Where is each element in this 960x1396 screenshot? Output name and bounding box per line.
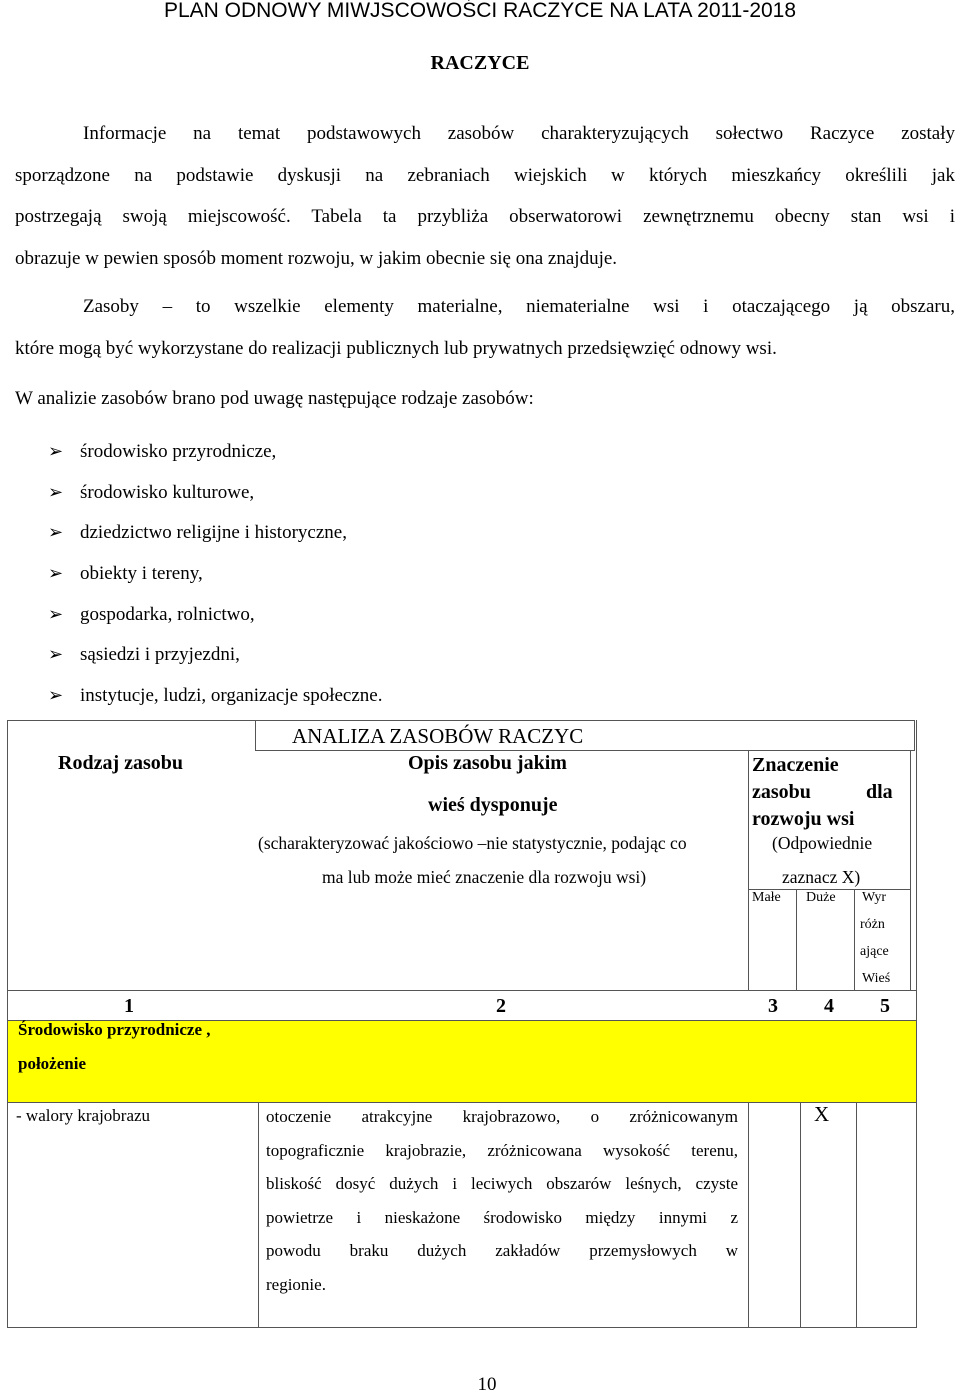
table-title: ANALIZA ZASOBÓW RACZYC xyxy=(255,720,915,750)
significance-note: zaznacz X) xyxy=(782,867,861,887)
paragraph-line: sporządzone na podstawie dyskusji na zebraniach wiejskich w których mieszkańcy określili jak xyxy=(15,164,955,186)
subheader-large: Duże xyxy=(806,890,836,905)
paragraph-line: obrazuje w pewien sposób moment rozwoju, w jakim obecnie się ona znajduje. xyxy=(15,247,618,269)
description-line: bliskość dosyć dużych i leciwych obszarów leśnych, czyste xyxy=(266,1174,738,1194)
list-item: ➢ środowisko przyrodnicze, xyxy=(48,441,277,462)
description-line: powietrze i nieskażone środowisko między innymi z xyxy=(266,1207,738,1227)
description-line: regionie. xyxy=(266,1274,326,1294)
subheader-small: Małe xyxy=(752,890,781,905)
column-header-significance: zasobu xyxy=(752,781,811,803)
table-border xyxy=(748,750,749,990)
category-label: położenie xyxy=(18,1054,86,1073)
table-border xyxy=(7,1327,917,1328)
arrowhead-bullet-icon: ➢ xyxy=(48,482,64,503)
subheader-distinct: różn xyxy=(860,917,885,932)
column-header-description: Opis zasobu jakim xyxy=(408,752,567,774)
column-number: 4 xyxy=(824,995,834,1017)
subheader-distinct: Wyr xyxy=(862,890,887,905)
paragraph-line: Informacje na temat podstawowych zasobów charakteryzujących sołectwo Raczyce zostały xyxy=(83,123,955,144)
description-line: powodu braku dużych zakładów przemysłowych w xyxy=(266,1241,738,1261)
paragraph-line: postrzegają swoją miejscowość. Tabela ta przybliża obserwatorowi zewnętrznemu obecny stan wsi i xyxy=(15,206,955,227)
paragraph-line: Zasoby – to wszelkie elementy materialne, niematerialne wsi i otaczającego ją obszaru, xyxy=(83,296,955,317)
arrowhead-bullet-icon: ➢ xyxy=(48,644,64,665)
description-line: topograficznie krajobrazie, zróżnicowana wysokość terenu, xyxy=(266,1140,738,1160)
paragraph-line: które mogą być wykorzystane do realizacji publicznych lub prywatnych przedsięwzięć odnowy wsi. xyxy=(15,337,777,359)
significance-mark: X xyxy=(814,1102,830,1126)
table-border xyxy=(916,720,917,1327)
definition-paragraph xyxy=(15,286,955,369)
column-header-significance: rozwoju wsi xyxy=(752,808,855,830)
arrowhead-bullet-icon: ➢ xyxy=(48,563,64,584)
resource-description xyxy=(266,1100,738,1302)
column-header-significance: Znaczenie xyxy=(752,754,839,776)
description-line: otoczenie atrakcyjne krajobrazowo, o zróżnicowanym xyxy=(266,1107,738,1126)
significance-note: (Odpowiednie xyxy=(772,833,873,853)
intro-paragraph xyxy=(15,113,955,279)
resource-name: - walory krajobrazu xyxy=(16,1106,151,1125)
column-header-resource-type: Rodzaj zasobu xyxy=(58,752,184,774)
arrowhead-bullet-icon: ➢ xyxy=(48,685,64,706)
table-border xyxy=(796,889,797,990)
page-header: PLAN ODNOWY MIWJSCOWOŚCI RACZYCE NA LATA 2011-2018 xyxy=(163,0,797,22)
list-item: ➢ środowisko kulturowe, xyxy=(48,482,255,503)
page-number: 10 xyxy=(477,1374,497,1395)
description-note: ma lub może mieć znaczenie dla rozwoju wsi) xyxy=(322,867,647,887)
table-border xyxy=(255,750,915,751)
arrowhead-bullet-icon: ➢ xyxy=(48,604,64,625)
description-note: (scharakteryzować jakościowo –nie statystycznie, podając co xyxy=(258,833,687,853)
list-item: ➢ obiekty i tereny, xyxy=(48,563,203,584)
column-header-significance: dla xyxy=(866,781,893,803)
arrowhead-bullet-icon: ➢ xyxy=(48,522,64,543)
table-border xyxy=(854,889,855,990)
list-item: ➢ sąsiedzi i przyjezdni, xyxy=(48,644,240,665)
subheader-distinct: Wieś xyxy=(862,971,891,986)
column-number: 5 xyxy=(880,995,890,1017)
subheader-distinct: ające xyxy=(860,944,889,959)
list-item: ➢ gospodarka, rolnictwo, xyxy=(48,604,255,625)
analysis-intro: W analizie zasobów brano pod uwagę następujące rodzaje zasobów: xyxy=(15,388,534,409)
column-number: 2 xyxy=(496,995,506,1017)
table-border xyxy=(7,720,255,721)
arrowhead-bullet-icon: ➢ xyxy=(48,441,64,462)
category-label: Środowisko przyrodnicze , xyxy=(18,1020,211,1039)
table-border xyxy=(7,990,917,991)
document-title: RACZYCE xyxy=(430,52,530,74)
column-number: 3 xyxy=(768,995,778,1017)
table-border xyxy=(910,750,911,990)
list-item: ➢ instytucje, ludzi, organizacje społeczne. xyxy=(48,685,383,706)
column-number: 1 xyxy=(124,995,134,1017)
list-item: ➢ dziedzictwo religijne i historyczne, xyxy=(48,522,347,543)
column-header-description: wieś dysponuje xyxy=(428,794,558,816)
